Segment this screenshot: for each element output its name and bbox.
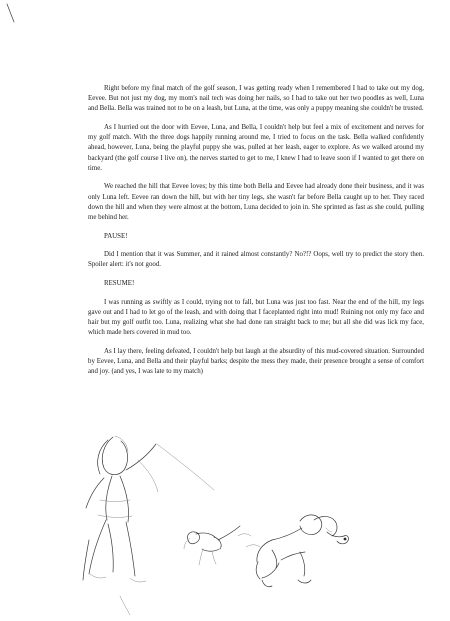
poodle-eye-mark bbox=[344, 538, 347, 541]
corner-pencil-mark bbox=[7, 4, 14, 22]
resume-label: RESUME! bbox=[104, 280, 135, 287]
paragraph-hill: We reached the hill that Eevee loves; by this time both Bella and Eevee had already done their business, and it was only Luna left. Eevee ran down the hill, but with her tiny legs, she wasn't far before Bella caught up to her. They raced down the hill and when they were almost at the bottom, Luna decided to join in. She sprinted as fast as she could, pulling me behind her. bbox=[88, 183, 424, 222]
paragraph-ending: As I lay there, feeling defeated, I couldn't help but laugh at the absurdity of this mud-covered situation. Surrounded by Eevee, Luna, and Bella and their playful barks; despite the mess they made, their presence brought a sense of comfort and joy. (and yes, I was late to my match) bbox=[88, 347, 424, 376]
paragraph-summer: Did I mention that it was Summer, and it rained almost constantly? No?!? Oops, well try to predict the story then. Spoiler alert: it's not good. bbox=[88, 251, 424, 269]
poodle-sketch bbox=[238, 515, 348, 587]
paragraph-fall: I was running as swiftly as I could, trying not to fall, but Luna was just too fast. Near the end of the hill, my legs gave out and I had to let go of the leash, and with doing that I faceplanted right into mud! Ruining not only my face and hair but my golf outfit too. Luna, realizing what she had done ran straight back to me; but all she did was lick my face, which made hers covered in mud too. bbox=[88, 298, 424, 337]
girl-sketch bbox=[83, 436, 158, 615]
pause-label: PAUSE! bbox=[104, 232, 128, 240]
small-dog-sketch bbox=[184, 526, 240, 565]
leash-sketch bbox=[157, 444, 214, 490]
paragraph-walk: As I hurried out the door with Eevee, Luna, and Bella, I couldn't help but feel a mix of excitement and nerves for my golf match. With the three dogs happily running around me, I tried to focus on the task. Bella walked confidently ahead, however, Luna, being the playful puppy she was, pulled at her leash, eager to explore. As we walked around my backyard (the golf course I live on), the nerves started to get to me, I knew I had to leave soon if I wanted to get there on time. bbox=[88, 124, 424, 172]
paragraph-intro: Right before my final match of the golf season, I was getting ready when I remembered I had to take out my dog, Eevee. But not just my dog, my mom's nail tech was doing her nails, so I had to take out her two poodles as well, Luna and Bella. Bella was trained not to be on a leash, but Luna, at the time, was only a puppy meaning she couldn't be trusted. bbox=[88, 85, 424, 113]
